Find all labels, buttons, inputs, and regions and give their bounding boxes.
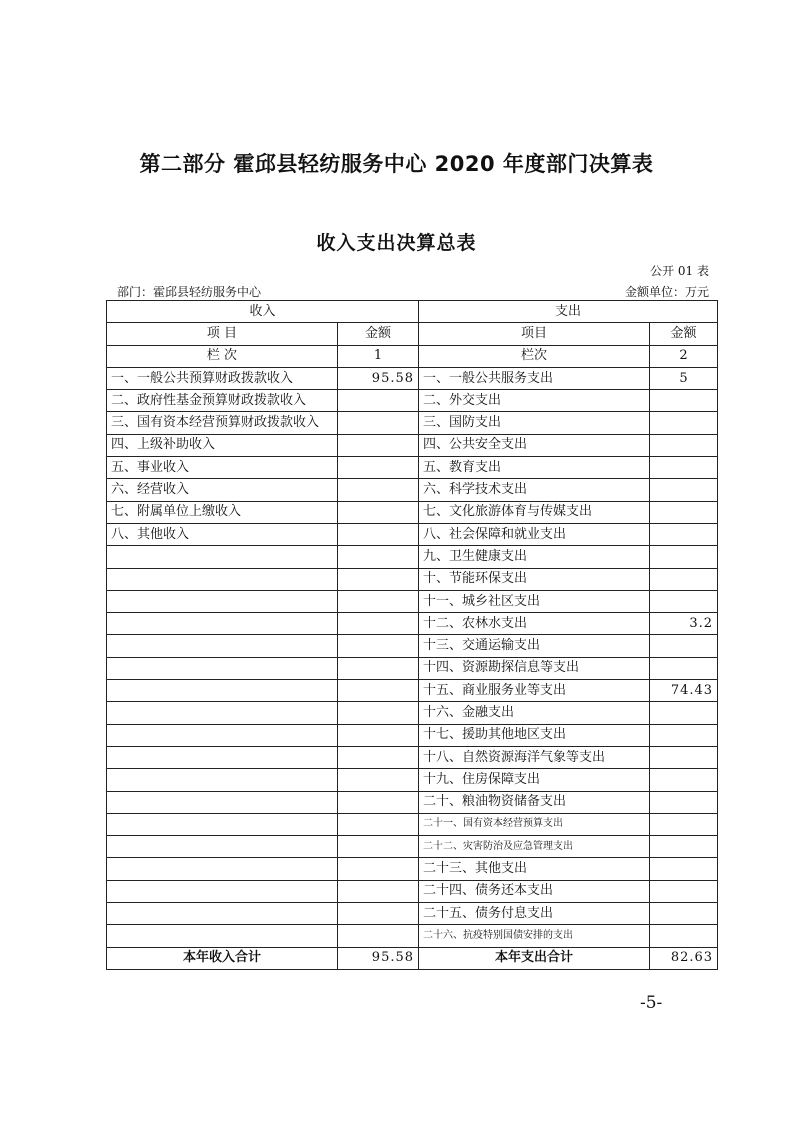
expense-item-cell: 十一、城乡社区支出 — [419, 590, 650, 612]
table-row — [107, 412, 718, 434]
income-amount-cell — [338, 546, 419, 568]
income-item-cell: 四、上级补助收入 — [107, 434, 338, 456]
expense-item-cell: 三、国防支出 — [419, 412, 650, 434]
income-item-cell — [107, 880, 338, 902]
expense-item-cell: 六、科学技术支出 — [419, 479, 650, 501]
income-amount-cell — [338, 813, 419, 835]
income-amount-cell — [338, 724, 419, 746]
income-item-cell — [107, 590, 338, 612]
expense-amount-cell — [650, 412, 718, 434]
expense-item-cell: 二、外交支出 — [419, 390, 650, 412]
expense-amount-cell — [650, 702, 718, 724]
expense-amount-cell — [650, 590, 718, 612]
expense-item-cell: 二十六、抗疫特别国债安排的支出 — [419, 925, 650, 947]
header-row-columns — [107, 323, 718, 345]
income-amount-cell — [338, 613, 419, 635]
expense-amount-cell — [650, 903, 718, 925]
income-item-cell: 七、附属单位上缴收入 — [107, 501, 338, 523]
expense-item-cell: 五、教育支出 — [419, 457, 650, 479]
expense-amount-cell — [650, 523, 718, 545]
income-total-amount: 95.58 — [338, 947, 419, 969]
income-item-cell — [107, 657, 338, 679]
expense-total-label: 本年支出合计 — [419, 947, 650, 969]
income-amount-cell — [338, 590, 419, 612]
expense-item-cell: 七、文化旅游体育与传媒支出 — [419, 501, 650, 523]
expense-amount-cell — [650, 925, 718, 947]
table-row — [107, 680, 718, 702]
income-item-header: 项 目 — [107, 323, 338, 345]
page-title: 第二部分 霍邱县轻纺服务中心 2020 年度部门决算表 — [139, 152, 654, 176]
expense-amount-cell — [650, 836, 718, 858]
income-amount-cell — [338, 746, 419, 768]
income-item-cell — [107, 925, 338, 947]
income-item-cell: 八、其他收入 — [107, 523, 338, 545]
income-item-cell: 二、政府性基金预算财政拨款收入 — [107, 390, 338, 412]
expense-col-label: 栏次 — [419, 345, 650, 367]
table-row — [107, 836, 718, 858]
expense-item-cell: 二十五、债务付息支出 — [419, 903, 650, 925]
income-item-cell — [107, 836, 338, 858]
income-amount-cell — [338, 479, 419, 501]
income-item-cell — [107, 791, 338, 813]
form-code: 公开 01 表 — [650, 264, 709, 278]
table-row — [107, 501, 718, 523]
expense-item-cell: 十九、住房保障支出 — [419, 769, 650, 791]
expense-amount-cell — [650, 501, 718, 523]
income-item-cell — [107, 613, 338, 635]
expense-col-number: 2 — [650, 345, 718, 367]
income-amount-cell — [338, 769, 419, 791]
expense-item-cell: 九、卫生健康支出 — [419, 546, 650, 568]
income-amount-cell — [338, 390, 419, 412]
expense-item-cell: 一、一般公共服务支出 — [419, 367, 650, 389]
expense-amount-cell — [650, 769, 718, 791]
income-amount-cell — [338, 702, 419, 724]
page-number: -5- — [640, 993, 663, 1013]
table-row — [107, 746, 718, 768]
income-amount-cell — [338, 457, 419, 479]
income-col-label: 栏 次 — [107, 345, 338, 367]
expense-amount-cell — [650, 880, 718, 902]
income-amount-cell — [338, 858, 419, 880]
income-item-cell: 六、经营收入 — [107, 479, 338, 501]
table-row — [107, 925, 718, 947]
expense-amount-cell — [650, 657, 718, 679]
expense-item-cell: 二十三、其他支出 — [419, 858, 650, 880]
table-row — [107, 635, 718, 657]
income-amount-cell — [338, 434, 419, 456]
income-item-cell — [107, 546, 338, 568]
expense-item-cell: 二十一、国有资本经营预算支出 — [419, 813, 650, 835]
table-row — [107, 858, 718, 880]
income-amount-cell — [338, 925, 419, 947]
income-item-cell — [107, 635, 338, 657]
income-expense-table — [106, 300, 718, 970]
table-row — [107, 434, 718, 456]
income-item-cell — [107, 813, 338, 835]
income-amount-cell — [338, 657, 419, 679]
income-header: 收入 — [107, 301, 419, 323]
expense-amount-cell — [650, 858, 718, 880]
table-row — [107, 880, 718, 902]
table-row — [107, 724, 718, 746]
expense-item-header: 项目 — [419, 323, 650, 345]
expense-item-cell: 十三、交通运输支出 — [419, 635, 650, 657]
income-amount-cell — [338, 635, 419, 657]
income-amount-cell — [338, 880, 419, 902]
department-label: 部门：霍邱县轻纺服务中心 — [117, 285, 262, 299]
total-row — [107, 947, 718, 969]
income-amount-cell — [338, 412, 419, 434]
table-title: 收入支出决算总表 — [316, 232, 477, 254]
header-row-column-index — [107, 345, 718, 367]
expense-header: 支出 — [419, 301, 718, 323]
unit-label: 金额单位：万元 — [624, 285, 709, 299]
income-item-cell — [107, 903, 338, 925]
expense-amount-cell: 74.43 — [650, 680, 718, 702]
income-item-cell — [107, 746, 338, 768]
table-row — [107, 769, 718, 791]
expense-item-cell: 十八、自然资源海洋气象等支出 — [419, 746, 650, 768]
expense-amount-cell — [650, 390, 718, 412]
expense-amount-cell — [650, 635, 718, 657]
expense-item-cell: 十二、农林水支出 — [419, 613, 650, 635]
table-row — [107, 390, 718, 412]
table-row — [107, 523, 718, 545]
income-item-cell: 五、事业收入 — [107, 457, 338, 479]
table-row — [107, 568, 718, 590]
expense-item-cell: 二十四、债务还本支出 — [419, 880, 650, 902]
income-amount-cell — [338, 903, 419, 925]
income-amount-cell — [338, 791, 419, 813]
table-row — [107, 479, 718, 501]
expense-item-cell: 十五、商业服务业等支出 — [419, 680, 650, 702]
table-row — [107, 613, 718, 635]
table-row — [107, 546, 718, 568]
expense-amount-cell — [650, 479, 718, 501]
expense-amount-cell — [650, 813, 718, 835]
table-row — [107, 590, 718, 612]
income-col-number: 1 — [338, 345, 419, 367]
table-row — [107, 903, 718, 925]
expense-amount-cell — [650, 724, 718, 746]
income-amount-cell — [338, 568, 419, 590]
expense-item-cell: 十四、资源勘探信息等支出 — [419, 657, 650, 679]
income-amount-header: 金额 — [338, 323, 419, 345]
expense-amount-cell — [650, 434, 718, 456]
income-item-cell — [107, 769, 338, 791]
expense-amount-cell — [650, 746, 718, 768]
table-row — [107, 791, 718, 813]
income-amount-cell — [338, 680, 419, 702]
income-total-label: 本年收入合计 — [107, 947, 338, 969]
income-amount-cell — [338, 836, 419, 858]
income-item-cell — [107, 858, 338, 880]
income-item-cell — [107, 724, 338, 746]
expense-item-cell: 十六、金融支出 — [419, 702, 650, 724]
expense-total-amount: 82.63 — [650, 947, 718, 969]
table-row — [107, 367, 718, 389]
expense-item-cell: 二十、粮油物资储备支出 — [419, 791, 650, 813]
income-item-cell — [107, 680, 338, 702]
income-item-cell — [107, 568, 338, 590]
income-amount-cell — [338, 501, 419, 523]
income-amount-cell: 95.58 — [338, 367, 419, 389]
expense-item-cell: 二十二、灾害防治及应急管理支出 — [419, 836, 650, 858]
expense-item-cell: 十、节能环保支出 — [419, 568, 650, 590]
income-item-cell: 三、国有资本经营预算财政拨款收入 — [107, 412, 338, 434]
table-row — [107, 813, 718, 835]
expense-amount-header: 金额 — [650, 323, 718, 345]
income-amount-cell — [338, 523, 419, 545]
income-item-cell: 一、一般公共预算财政拨款收入 — [107, 367, 338, 389]
expense-item-cell: 四、公共安全支出 — [419, 434, 650, 456]
expense-amount-cell — [650, 457, 718, 479]
expense-amount-cell — [650, 546, 718, 568]
expense-item-cell: 八、社会保障和就业支出 — [419, 523, 650, 545]
expense-amount-cell: 3.2 — [650, 613, 718, 635]
expense-amount-cell — [650, 568, 718, 590]
expense-amount-cell: 5 — [650, 367, 718, 389]
income-item-cell — [107, 702, 338, 724]
expense-amount-cell — [650, 791, 718, 813]
expense-item-cell: 十七、援助其他地区支出 — [419, 724, 650, 746]
table-row — [107, 457, 718, 479]
table-row — [107, 702, 718, 724]
header-row-section — [107, 301, 718, 323]
table-row — [107, 657, 718, 679]
